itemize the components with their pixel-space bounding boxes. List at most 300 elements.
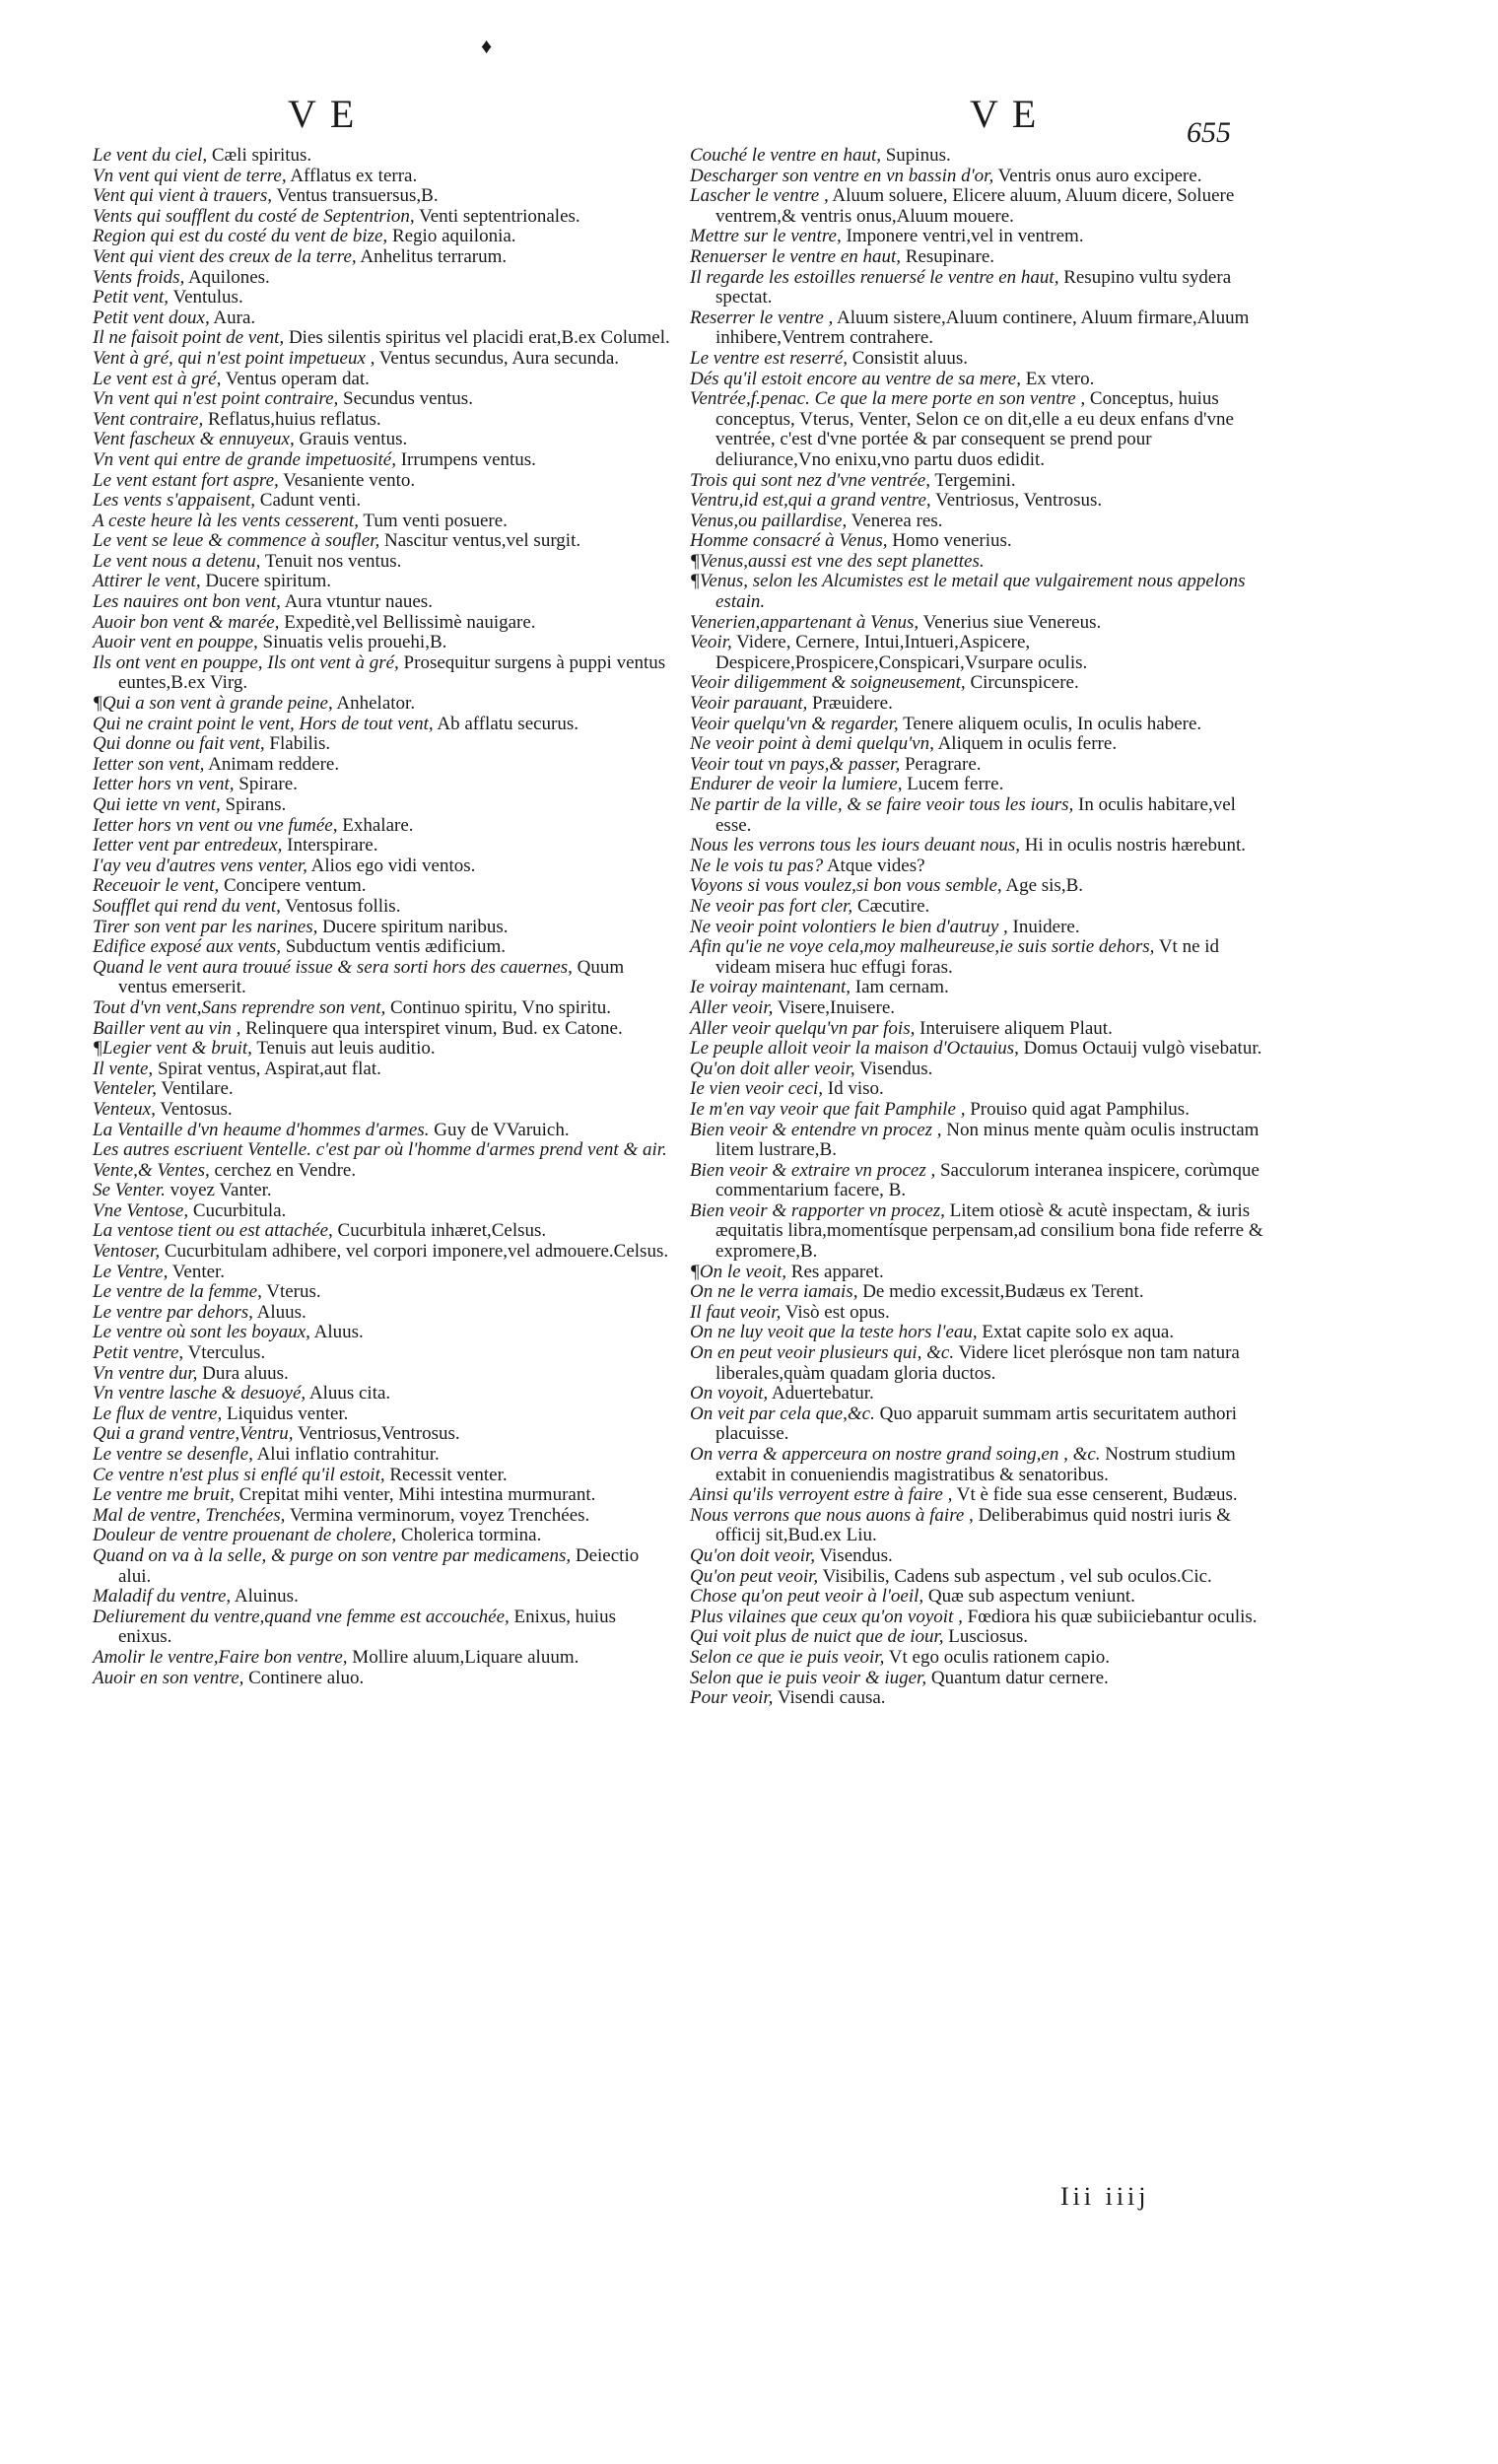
french-headword: Veoir parauant,: [690, 693, 808, 715]
latin-gloss: Subductum ventis ædificium.: [285, 936, 506, 958]
dictionary-entry: [93, 370, 674, 390]
latin-gloss: Videre licet plerósque non tam natura liberales,quàm quadam gloria ductos.: [715, 1342, 1240, 1384]
french-headword: Petit ventre,: [93, 1342, 184, 1364]
latin-gloss: Fœdiora his quæ subiiciebantur oculis.: [967, 1606, 1258, 1627]
french-headword: Tirer son vent par les narines,: [93, 916, 318, 937]
top-ornament: ♦: [481, 34, 493, 58]
french-headword: Selon que ie puis veoir & iuger,: [690, 1667, 927, 1688]
latin-gloss: Circunspicere.: [970, 672, 1079, 694]
latin-gloss: Quum ventus emerserit.: [118, 956, 625, 998]
french-headword: Receuoir le vent,: [93, 875, 220, 897]
dictionary-entry: [690, 308, 1269, 349]
french-headword: Vn vent qui entre de grande impetuosité,: [93, 448, 396, 470]
latin-gloss: Aluinus.: [234, 1586, 299, 1608]
french-headword: Le flux de ventre,: [93, 1403, 223, 1424]
dictionary-entry: [690, 1263, 1269, 1283]
dictionary-entry: [93, 491, 674, 512]
dictionary-entry: [93, 1181, 674, 1201]
latin-gloss: Tenuit nos ventus.: [264, 550, 402, 572]
french-headword: Descharger son ventre en vn bassin d'or,: [690, 165, 994, 186]
dictionary-entry: [93, 349, 674, 370]
dictionary-entry: [93, 1404, 674, 1425]
dictionary-entry: [690, 247, 1269, 268]
dictionary-entry: [690, 1506, 1269, 1546]
dictionary-entry: [93, 450, 674, 471]
dictionary-entry: [690, 227, 1269, 247]
dictionary-entry: [93, 1201, 674, 1222]
dictionary-entry: [690, 1546, 1269, 1567]
latin-gloss: Deliberabimus quid nostri iuris & officij sit,Bud.ex Liu.: [715, 1504, 1232, 1546]
latin-gloss: Visendi causa.: [777, 1687, 886, 1709]
dictionary-entry: [93, 1140, 674, 1161]
latin-gloss: Quantum datur cernere.: [930, 1667, 1109, 1688]
french-headword: Homme consacré à Venus,: [690, 530, 888, 552]
latin-gloss: Ventus transuersus,B.: [276, 185, 439, 207]
dictionary-entry: [93, 1546, 674, 1587]
dictionary-entry: [690, 491, 1269, 512]
french-headword: Ventoser,: [93, 1241, 161, 1263]
french-headword: On en peut veoir plusieurs qui, &c.: [690, 1342, 955, 1364]
dictionary-entry: [93, 613, 674, 634]
latin-gloss: Visendus.: [859, 1058, 933, 1079]
french-headword: Mal de ventre, Trenchées,: [93, 1504, 286, 1526]
latin-gloss: Liquidus venter.: [226, 1403, 349, 1424]
french-headword: Les vents s'appaisent,: [93, 490, 256, 512]
latin-gloss: Venerea res.: [851, 510, 943, 531]
latin-gloss: Quæ sub aspectum veniunt.: [927, 1586, 1135, 1608]
dictionary-entry: [690, 552, 1269, 573]
dictionary-entry: [93, 836, 674, 856]
french-headword: Soufflet qui rend du vent,: [93, 895, 281, 917]
latin-gloss: Ducere spiritum.: [205, 571, 332, 592]
dictionary-entry: [93, 897, 674, 918]
latin-gloss: Secundus ventus.: [343, 388, 473, 410]
latin-gloss: Inuidere.: [1012, 916, 1080, 937]
latin-gloss: Continere aluo.: [248, 1667, 365, 1688]
french-headword: On voyoit,: [690, 1383, 769, 1404]
latin-gloss: Tenere aliquem oculis, In oculis habere.: [903, 713, 1202, 734]
latin-gloss: Animam reddere.: [208, 753, 340, 775]
latin-gloss: Regio aquilonia.: [391, 226, 516, 247]
dictionary-entry: [93, 795, 674, 816]
french-headword: Mettre sur le ventre,: [690, 226, 842, 247]
dictionary-entry: [93, 1364, 674, 1385]
latin-gloss: Crepitat mihi venter, Mihi intestina murmurant.: [238, 1484, 596, 1506]
french-headword: Couché le ventre en haut,: [690, 145, 881, 166]
dictionary-entry: [93, 1303, 674, 1324]
dictionary-entry: [690, 146, 1269, 167]
latin-gloss: Resupino vultu sydera spectat.: [715, 266, 1232, 308]
dictionary-entry: [690, 897, 1269, 918]
french-headword: Venerien,appartenant à Venus,: [690, 611, 919, 633]
french-headword: Bien veoir & rapporter vn procez,: [690, 1199, 945, 1221]
dictionary-entry: [93, 1424, 674, 1445]
latin-gloss: Litem otiosè & acutè inspectam, & iuris æquitatis libra,momentísque perpensam,ad consilium bona fide referre & expromere,B.: [715, 1199, 1263, 1263]
dictionary-entry: [93, 998, 674, 1019]
french-headword: Edifice exposé aux vents,: [93, 936, 281, 958]
latin-gloss: Videre, Cernere, Intui,Intueri,Aspicere, Despicere,Prospicere,Conspicari,Vsurpare oculis.: [715, 632, 1088, 673]
french-headword: A ceste heure là les vents cesserent,: [93, 510, 359, 531]
dictionary-entry: [93, 308, 674, 329]
latin-gloss: Aluum sistere,Aluum continere, Aluum firmare,Aluum inhibere,Ventrem contrahere.: [715, 307, 1250, 349]
dictionary-entry: [690, 1282, 1269, 1303]
french-headword: Le ventre se desenfle,: [93, 1444, 253, 1465]
latin-gloss: Cadunt venti.: [259, 490, 362, 512]
dictionary-entry: [93, 1445, 674, 1466]
latin-gloss: Visò est opus.: [784, 1301, 890, 1323]
french-headword: Vents qui soufflent du costé de Septentrion,: [93, 205, 415, 227]
french-headword: Petit vent doux,: [93, 307, 210, 328]
latin-gloss: Aquilones.: [187, 266, 270, 288]
french-headword: Ne le vois tu pas?: [690, 855, 824, 876]
latin-gloss: Id viso.: [827, 1078, 884, 1100]
dictionary-entry: [93, 1060, 674, 1080]
french-headword: Vne Ventose,: [93, 1199, 189, 1221]
latin-gloss: Ventus operam dat.: [225, 368, 370, 389]
dictionary-entry: [93, 1100, 674, 1121]
french-headword: Venteux,: [93, 1098, 156, 1120]
dictionary-entry: [93, 247, 674, 268]
dictionary-entry: [93, 328, 674, 349]
latin-gloss: Cucurbitula inhæret,Celsus.: [337, 1220, 547, 1242]
french-headword: Veoir quelqu'vn & regarder,: [690, 713, 899, 734]
latin-gloss: Vterus.: [266, 1281, 321, 1303]
dictionary-entry: [690, 1404, 1269, 1445]
latin-gloss: Venerius siue Venereus.: [922, 611, 1102, 633]
dictionary-entry: [93, 268, 674, 289]
latin-gloss: Cæli spiritus.: [211, 145, 312, 166]
dictionary-entry: [93, 186, 674, 207]
dictionary-entry: [93, 1384, 674, 1404]
latin-gloss: Resupinare.: [905, 245, 995, 267]
french-headword: Aller veoir,: [690, 996, 774, 1018]
french-headword: Le ventre par dehors,: [93, 1301, 253, 1323]
right-column: [690, 146, 1269, 1709]
dictionary-entry: [93, 633, 674, 653]
french-headword: Veoir diligemment & soigneusement,: [690, 672, 966, 694]
french-headword: Ne veoir pas fort cler,: [690, 895, 853, 917]
french-headword: Vents froids,: [93, 266, 185, 288]
dictionary-entry: [93, 1323, 674, 1343]
latin-gloss: Aliquem in oculis ferre.: [937, 733, 1118, 755]
dictionary-entry: [93, 1019, 674, 1040]
french-headword: Aller veoir quelqu'vn par fois,: [690, 1017, 916, 1039]
left-column: [93, 146, 674, 1688]
latin-gloss: Res apparet.: [790, 1261, 884, 1282]
dictionary-entry: [690, 613, 1269, 634]
dictionary-entry: [93, 755, 674, 776]
french-headword: On ne le verra iamais,: [690, 1281, 858, 1303]
latin-gloss: Visibilis, Cadens sub aspectum , vel sub oculos.Cic.: [822, 1565, 1212, 1587]
french-headword: ¶On le veoit,: [690, 1261, 787, 1282]
french-headword: Vent qui vient à trauers,: [93, 185, 273, 207]
french-headword: Le ventre me bruit,: [93, 1484, 235, 1506]
latin-gloss: Nostrum studium extabit in conueniendis magistratibus & senatoribus.: [715, 1444, 1236, 1485]
french-headword: Maladif du ventre,: [93, 1586, 232, 1608]
latin-gloss: Concipere ventum.: [223, 875, 367, 897]
french-headword: Endurer de veoir la lumiere,: [690, 774, 903, 795]
french-headword: Ie vien veoir ceci,: [690, 1078, 824, 1100]
dictionary-entry: [690, 512, 1269, 532]
french-headword: Le Ventre,: [93, 1261, 169, 1282]
latin-gloss: cerchez en Vendre.: [214, 1159, 357, 1181]
dictionary-entry: [690, 531, 1269, 552]
dictionary-entry: [690, 795, 1269, 836]
french-headword: Il ne faisoit point de vent,: [93, 327, 285, 349]
dictionary-entry: [93, 1121, 674, 1141]
dictionary-entry: [690, 978, 1269, 998]
french-headword: Quand le vent aura trouué issue & sera sorti hors des cauernes,: [93, 956, 573, 978]
dictionary-entry: [690, 876, 1269, 897]
french-headword: Ne veoir point à demi quelqu'vn,: [690, 733, 934, 755]
french-headword: Qu'on doit veoir,: [690, 1544, 816, 1566]
dictionary-entry: [690, 856, 1269, 877]
dictionary-entry: [690, 1039, 1269, 1060]
french-headword: Attirer le vent,: [93, 571, 201, 592]
french-headword: Vent qui vient des creux de la terre,: [93, 245, 357, 267]
latin-gloss: Supinus.: [885, 145, 951, 166]
dictionary-entry: [93, 876, 674, 897]
french-headword: Deliurement du ventre,quand vne femme est accouchée,: [93, 1606, 510, 1627]
dictionary-entry: [93, 572, 674, 592]
latin-gloss: Dies silentis spiritus vel placidi erat,B.ex Columel.: [288, 327, 670, 349]
french-headword: Venus,ou paillardise,: [690, 510, 848, 531]
dictionary-entry: [93, 410, 674, 431]
latin-gloss: Venti septentrionales.: [419, 205, 580, 227]
french-headword: Le ventre où sont les boyaux,: [93, 1322, 310, 1343]
dictionary-entry: [690, 633, 1269, 673]
latin-gloss: Sinuatis velis prouehi,B.: [262, 632, 447, 653]
latin-gloss: Dura aluus.: [202, 1362, 289, 1384]
latin-gloss: Deiectio alui.: [118, 1544, 640, 1587]
latin-gloss: Vt ego oculis rationem capio.: [888, 1646, 1111, 1668]
dictionary-entry: [690, 673, 1269, 694]
dictionary-entry: [93, 207, 674, 228]
french-headword: Reserrer le ventre ,: [690, 307, 834, 328]
french-headword: Vent contraire,: [93, 408, 204, 430]
latin-gloss: Aluus.: [256, 1301, 306, 1323]
latin-gloss: Prosequitur surgens à puppi ventus euntes,B.ex Virg.: [118, 651, 666, 694]
french-headword: Lascher le ventre ,: [690, 185, 829, 207]
french-headword: Region qui est du costé du vent de bize,: [93, 226, 388, 247]
french-headword: Petit vent,: [93, 287, 170, 308]
french-headword: Il faut veoir,: [690, 1301, 782, 1323]
french-headword: Chose qu'on peut veoir à l'oeil,: [690, 1586, 924, 1608]
latin-gloss: Cucurbitulam adhibere, vel corpori imponere,vel admouere.Celsus.: [164, 1241, 669, 1263]
latin-gloss: Interuisere aliquem Plaut.: [919, 1017, 1113, 1039]
latin-gloss: Guy de VVaruich.: [434, 1119, 570, 1140]
dictionary-entry: [93, 1263, 674, 1283]
running-head-left: VE: [288, 92, 369, 136]
french-headword: Vent à gré, qui n'est point impetueux ,: [93, 347, 375, 369]
latin-gloss: Aduertebatur.: [771, 1383, 874, 1404]
french-headword: Le ventre de la femme,: [93, 1281, 262, 1303]
dictionary-entry: [93, 715, 674, 735]
latin-gloss: Ventosus.: [160, 1098, 233, 1120]
dictionary-entry: [93, 389, 674, 410]
latin-gloss: Iam cernam.: [854, 977, 949, 998]
dictionary-entry: [93, 918, 674, 938]
dictionary-entry: [690, 755, 1269, 776]
latin-gloss: Anhelator.: [336, 693, 416, 715]
latin-gloss: Vermina verminorum, voyez Trenchées.: [289, 1504, 590, 1526]
latin-gloss: Ventriosus, Ventrosus.: [935, 490, 1103, 512]
french-headword: Ventru,id est,qui a grand ventre,: [690, 490, 931, 512]
latin-gloss: Cholerica tormina.: [400, 1525, 542, 1546]
dictionary-entry: [93, 775, 674, 795]
latin-gloss: Visendus.: [819, 1544, 893, 1566]
french-headword: Vn vent qui n'est point contraire,: [93, 388, 339, 410]
dictionary-entry: [690, 167, 1269, 187]
dictionary-entry: [690, 937, 1269, 978]
dictionary-entry: [690, 370, 1269, 390]
dictionary-entry: [93, 471, 674, 492]
french-headword: Le vent est à gré,: [93, 368, 222, 389]
dictionary-entry: [690, 1121, 1269, 1161]
latin-gloss: Aluus cita.: [308, 1383, 391, 1404]
latin-gloss: Nascitur ventus,vel surgit.: [384, 530, 581, 552]
dictionary-entry: [690, 1079, 1269, 1100]
french-headword: Auoir en son ventre,: [93, 1667, 244, 1688]
french-headword: Qui iette vn vent,: [93, 794, 221, 815]
dictionary-entry: [93, 1648, 674, 1669]
latin-gloss: Continuo spiritu, Vno spiritu.: [390, 996, 612, 1018]
french-headword: Auoir vent en pouppe,: [93, 632, 258, 653]
french-headword: Il regarde les estoilles renuersé le ventre en haut,: [690, 266, 1059, 288]
french-headword: Vn ventre lasche & desuoyé,: [93, 1383, 306, 1404]
dictionary-entry: [93, 288, 674, 308]
french-headword: Venteler,: [93, 1078, 157, 1100]
dictionary-entry: [690, 836, 1269, 856]
french-headword: Nous les verrons tous les iours deuant nous,: [690, 835, 1020, 856]
latin-gloss: Alui inflatio contrahitur.: [256, 1444, 440, 1465]
latin-gloss: Ventulus.: [172, 287, 243, 308]
latin-gloss: Ventilare.: [161, 1078, 234, 1100]
latin-gloss: Flabilis.: [269, 733, 331, 755]
french-headword: Ce ventre n'est plus si enflé qu'il estoit,: [93, 1464, 385, 1485]
french-headword: ¶Qui a son vent à grande peine,: [93, 693, 333, 715]
french-headword: Veoir tout vn pays,& passer,: [690, 753, 901, 775]
latin-gloss: Visere,Inuisere.: [777, 996, 895, 1018]
latin-gloss: Relinquere qua interspiret vinum, Bud. ex Catone.: [245, 1017, 623, 1039]
latin-gloss: Ventus secundus, Aura secunda.: [378, 347, 620, 369]
dictionary-entry: [93, 1282, 674, 1303]
latin-gloss: Spirans.: [225, 794, 287, 815]
latin-gloss: Homo venerius.: [892, 530, 1012, 552]
dictionary-entry: [690, 1323, 1269, 1343]
dictionary-entry: [690, 349, 1269, 370]
dictionary-entry: [690, 1019, 1269, 1040]
french-headword: Les nauires ont bon vent,: [93, 591, 281, 613]
french-headword: Ainsi qu'ils verroyent estre à faire ,: [690, 1484, 953, 1506]
french-headword: La Ventaille d'vn heaume d'hommes d'armes.: [93, 1119, 430, 1140]
signature-mark: Iii iiij: [1060, 2182, 1150, 2211]
french-headword: Amolir le ventre,Faire bon ventre,: [93, 1646, 348, 1668]
french-headword: Ietter hors vn vent,: [93, 774, 235, 795]
french-headword: Le peuple alloit veoir la maison d'Octauius,: [690, 1038, 1019, 1060]
french-headword: Ietter son vent,: [93, 753, 205, 775]
french-headword: Ne veoir point volontiers le bien d'autruy ,: [690, 916, 1008, 937]
latin-gloss: Interspirare.: [287, 835, 378, 856]
latin-gloss: Sacculorum interanea inspicere, corùmque commentarium facere, B.: [715, 1159, 1260, 1201]
dictionary-entry: [93, 430, 674, 450]
dictionary-entry: [690, 471, 1269, 492]
french-headword: Ils ont vent en pouppe, Ils ont vent à gré,: [93, 651, 399, 673]
french-headword: Il vente,: [93, 1058, 154, 1079]
dictionary-entry: [690, 1669, 1269, 1689]
french-headword: I'ay veu d'autres vens venter,: [93, 855, 307, 876]
dictionary-entry: [690, 1688, 1269, 1709]
french-headword: La ventose tient ou est attachée,: [93, 1220, 333, 1242]
latin-gloss: Ventosus follis.: [285, 895, 401, 917]
latin-gloss: Enixus, huius enixus.: [118, 1606, 616, 1648]
latin-gloss: Alios ego vidi ventos.: [310, 855, 476, 876]
dictionary-entry: [93, 958, 674, 998]
dictionary-entry: [690, 389, 1269, 470]
french-headword: Tout d'vn vent,Sans reprendre son vent,: [93, 996, 386, 1018]
dictionary-entry: [690, 572, 1269, 612]
dictionary-entry: [93, 1506, 674, 1527]
latin-gloss: Lucem ferre.: [907, 774, 1004, 795]
dictionary-entry: [690, 1485, 1269, 1506]
french-headword: Pour veoir,: [690, 1687, 774, 1709]
french-headword: Qui a grand ventre,Ventru,: [93, 1423, 294, 1445]
french-headword: Ie voiray maintenant,: [690, 977, 851, 998]
latin-gloss: Reflatus,huius reflatus.: [207, 408, 381, 430]
page-number: 655: [1187, 116, 1231, 149]
latin-gloss: Exhalare.: [342, 814, 414, 836]
french-headword: Vent fascheux & ennuyeux,: [93, 429, 295, 450]
running-head-right: VE: [970, 92, 1051, 136]
french-headword: Le vent du ciel,: [93, 145, 208, 166]
latin-gloss: Extat capite solo ex aqua.: [982, 1322, 1175, 1343]
french-headword: Veoir,: [690, 632, 732, 653]
dictionary-entry: [93, 1242, 674, 1263]
latin-gloss: Expeditè,vel Bellissimè nauigare.: [284, 611, 536, 633]
latin-gloss: Aura.: [213, 307, 256, 328]
dictionary-entry: [93, 552, 674, 573]
dictionary-entry: [690, 775, 1269, 795]
latin-gloss: Age sis,B.: [1005, 875, 1083, 897]
french-headword: Ietter hors vn vent ou vne fumée,: [93, 814, 338, 836]
french-headword: Selon ce que ie puis veoir,: [690, 1646, 885, 1668]
latin-gloss: Afflatus ex terra.: [290, 165, 418, 186]
dictionary-entry: [93, 1161, 674, 1182]
dictionary-entry: [690, 1303, 1269, 1324]
dictionary-entry: [93, 512, 674, 532]
dictionary-entry: [93, 531, 674, 552]
dictionary-entry: [690, 918, 1269, 938]
french-headword: Qu'on doit aller veoir,: [690, 1058, 855, 1079]
latin-gloss: Hi in oculis nostris hærebunt.: [1024, 835, 1247, 856]
dictionary-entry: [93, 1343, 674, 1364]
french-headword: Afin qu'ie ne voye cela,moy malheureuse,ie suis sortie dehors,: [690, 936, 1155, 958]
french-headword: Qui voit plus de nuict que de iour,: [690, 1626, 944, 1648]
french-headword: Qui ne craint point le vent, Hors de tout vent,: [93, 713, 434, 734]
dictionary-entry: [690, 1445, 1269, 1485]
french-headword: Ie m'en vay veoir que fait Pamphile ,: [690, 1098, 966, 1120]
dictionary-entry: [93, 1608, 674, 1648]
latin-gloss: Grauis ventus.: [299, 429, 408, 450]
latin-gloss: Tenuis aut leuis auditio.: [256, 1038, 436, 1060]
dictionary-entry: [93, 856, 674, 877]
french-headword: Bien veoir & extraire vn procez ,: [690, 1159, 936, 1181]
latin-gloss: Imponere ventri,vel in ventrem.: [846, 226, 1084, 247]
dictionary-entry: [690, 694, 1269, 715]
dictionary-entry: [690, 1648, 1269, 1669]
french-headword: Le vent estant fort aspre,: [93, 469, 279, 491]
dictionary-entry: [93, 1669, 674, 1689]
